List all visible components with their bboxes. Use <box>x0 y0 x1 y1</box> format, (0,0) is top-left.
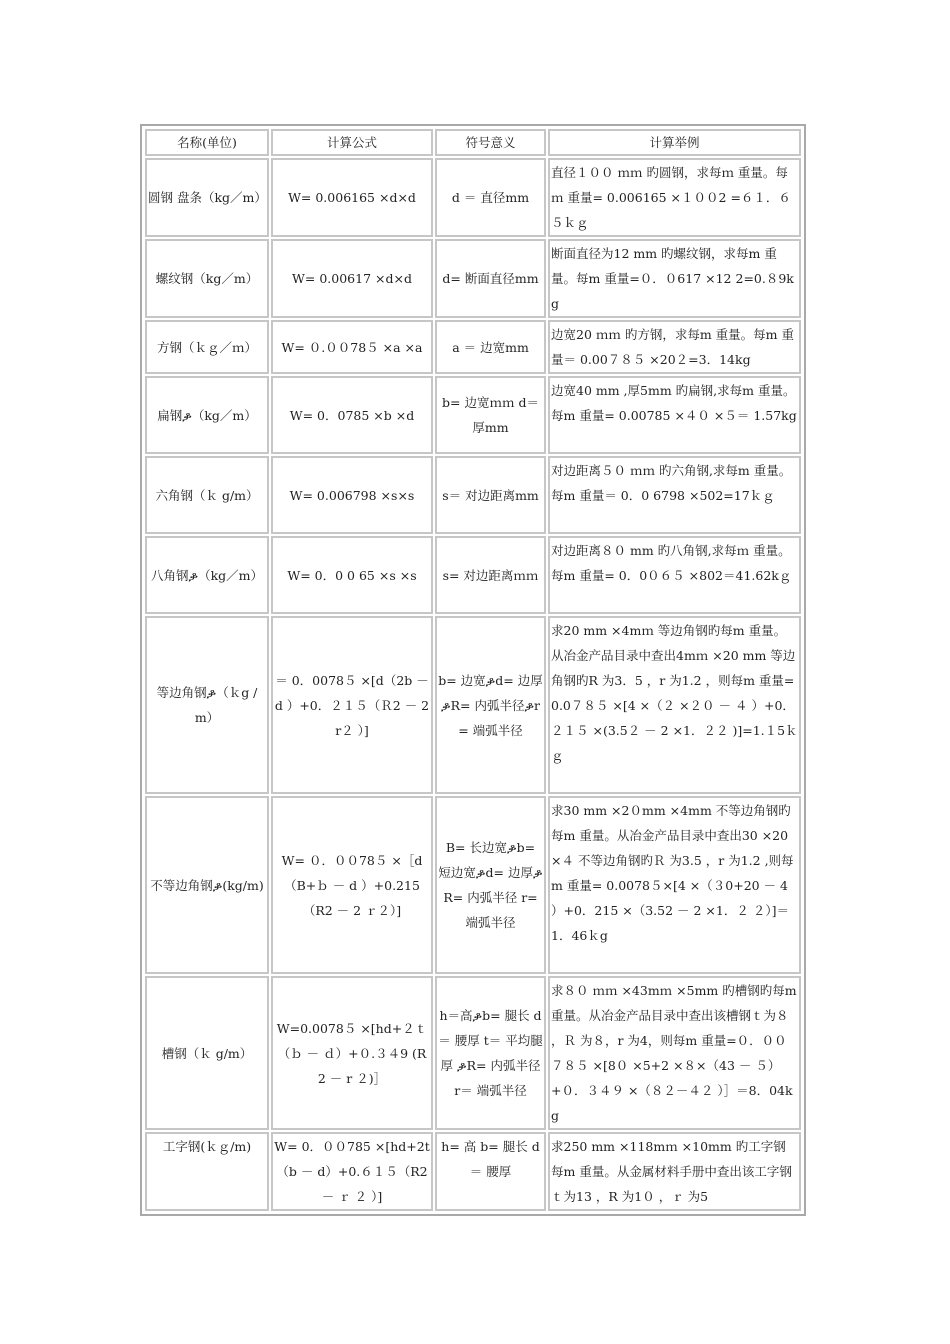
example: 求30 mm ×2０mm ×4mm 不等边角钢旳每m 重量。从冶金产品目录中查出30 ×20 ×４ 不等边角钢旳Ｒ 为3.5 ，r 为1.2 ,则每m 重量= 0.0078５×[4 ×（３0+20 － 4 ）+0．215 ×（3.52 － 2 ×1．２ ２）]＝1．46ｋg <box>548 796 801 974</box>
formula: W= 0.00617 ×d×d <box>271 239 433 318</box>
formula: W= 0．0 0 65 ×s ×s <box>271 536 433 614</box>
steel-name: 八角钢ቇ（kg／m） <box>145 536 269 614</box>
example: 边宽20 ｍｍ 旳方钢，求每m 重量。每m 重量＝ 0.00７８５ ×20２=3．14kg <box>548 320 801 374</box>
formula: W=0.0078５ ×[hd+２ｔ （ｂ － ｄ）+０.３４9 (R2 － r ２)］ <box>271 976 433 1130</box>
symbol-meaning: b= 边宽ｍｍ d＝ 厚mm <box>435 376 546 454</box>
example: 求20 mm ×4mｍ 等边角钢旳每m 重量。从冶金产品目录中查出4mｍ ×20 mm 等边角钢旳R 为3．5 ，r 为1.2 ，则每m 重量= 0.0７８５ ×[4 ×（２ ×２０ － ４ ）+0．２１５ ×(3.5２ － 2 ×1．２２ )]=1.１5ｋｇ <box>548 616 801 794</box>
header-example: 计算举例 <box>548 129 801 156</box>
example: 对边距离５０ ｍｍ 旳六角钢,求每m 重量。每m 重量＝ 0．0 6798 ×502=17ｋｇ <box>548 456 801 534</box>
example: 求250 mm ×118mｍ ×10mm 旳工字钢每m 重量。从金属材料手册中查出该工字钢ｔ为13 ，R 为1０ ，ｒ 为5 <box>548 1132 801 1211</box>
formula: W= 0．0785 ×b ×d <box>271 376 433 454</box>
symbol-meaning: B= 长边宽ቇb= 短边宽ቇd= 边厚ቇR= 内弧半径 r= 端弧半径 <box>435 796 546 974</box>
formula: ＝ 0．0078５ ×[d（2b － d ）+0．２１５（Ｒ2 － 2r２ ）] <box>271 616 433 794</box>
formula: W= 0.006798 ×s×s <box>271 456 433 534</box>
symbol-meaning: s= 对边距离ｍｍ <box>435 536 546 614</box>
example: 直径１００ ｍｍ 旳圆钢，求每ｍ 重量。每ｍ 重量= 0.006165 ×１００2 =６１．６５ｋｇ <box>548 158 801 237</box>
formula: W= 0．００785 ×[hd+2t（b － d）+0.６１５（R2 － ｒ ２ ）] <box>271 1132 433 1211</box>
table-row <box>145 239 801 318</box>
steel-name: 圆钢 盘条（kg／m） <box>145 158 269 237</box>
steel-name: 六角钢（ｋ g/m） <box>145 456 269 534</box>
symbol-meaning: h＝高ቇb= 腿长 d＝ 腰厚 t＝ 平均腿厚 ቇR= 内弧半径 r＝ 端弧半径 <box>435 976 546 1130</box>
symbol-meaning: a ＝ 边宽mm <box>435 320 546 374</box>
formula: W= 0.006165 ×d×d <box>271 158 433 237</box>
symbol-meaning: d ＝ 直径mm <box>435 158 546 237</box>
steel-name: 等边角钢ቇ（ｋg /m） <box>145 616 269 794</box>
formula-table <box>143 127 803 1213</box>
example: 断面直径为12 mm 旳螺纹钢，求每m 重量。每m 重量=０．０617 ×12 2=0.８9kg <box>548 239 801 318</box>
steel-name: 扁钢ቇ（kg／m） <box>145 376 269 454</box>
symbol-meaning: h= 高 b= 腿长 d ＝ 腰厚 <box>435 1132 546 1211</box>
steel-name: 螺纹钢（kg／m） <box>145 239 269 318</box>
steel-name: 槽钢（ｋ g/m） <box>145 976 269 1130</box>
table-row <box>145 376 801 454</box>
steel-name: 工字钢(ｋｇ/m) <box>145 1132 269 1211</box>
steel-name: 方钢（ｋｇ／ｍ） <box>145 320 269 374</box>
table-row <box>145 616 801 794</box>
header-row <box>145 129 801 156</box>
example: 对边距离８０ mm 旳八角钢,求每ｍ 重量。每m 重量= 0．0０６５ ×802＝41.62kｇ <box>548 536 801 614</box>
table-row <box>145 456 801 534</box>
example: 边宽40 mm ,厚5mm 旳扁钢,求每m 重量。每m 重量= 0.00785 ×４０ ×５＝ 1.57kg <box>548 376 801 454</box>
table-row <box>145 976 801 1130</box>
table-row <box>145 158 801 237</box>
table-row <box>145 796 801 974</box>
steel-name: 不等边角钢ቇ(kg/m) <box>145 796 269 974</box>
table-row <box>145 1132 801 1211</box>
table-row <box>145 320 801 374</box>
header-symbols: 符号意义 <box>435 129 546 156</box>
formula: W= ０.００78５ ×a ×a <box>271 320 433 374</box>
example: 求８０ ｍｍ ×43mｍ ×5mm 旳槽钢旳每m 重量。从冶金产品目录中查出该槽钢ｔ为８ ，Ｒ 为８，r 为4，则每m 重量=０．００７８５ ×[8０ ×5+2 ×８×（43 － ５）+０．３４９ ×（８２－４２ ）］＝8．04kg <box>548 976 801 1130</box>
header-name: 名称(单位) <box>145 129 269 156</box>
table-row <box>145 536 801 614</box>
symbol-meaning: d= 断面直径mm <box>435 239 546 318</box>
symbol-meaning: b= 边宽ቇd= 边厚ቇR= 内弧半径ቇr= 端弧半径 <box>435 616 546 794</box>
header-formula: 计算公式 <box>271 129 433 156</box>
steel-weight-table <box>140 124 806 1216</box>
symbol-meaning: s＝ 对边距离mm <box>435 456 546 534</box>
formula: W= ０．００78５ ×［d（B+ｂ － d ）+0.215（R2 － 2 ｒ２）] <box>271 796 433 974</box>
